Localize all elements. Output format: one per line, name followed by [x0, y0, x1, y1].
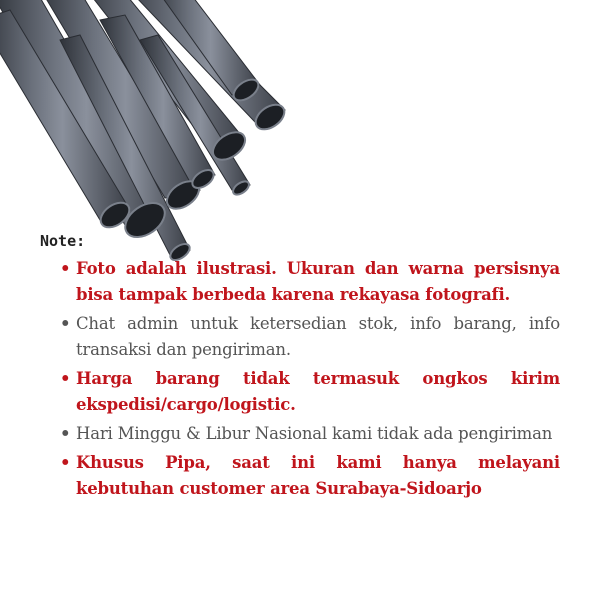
bullet-icon: • — [60, 369, 71, 388]
bullet-icon: • — [60, 453, 71, 472]
note-item-text: Khusus Pipa, saat ini kami hanya melayani kebutuhan customer area Surabaya-Sidoarjo — [76, 453, 560, 498]
note-item-photo-disclaimer — [58, 256, 560, 308]
note-item-text: Hari Minggu & Libur Nasional kami tidak ada pengiriman — [76, 424, 553, 443]
bullet-icon: • — [60, 424, 71, 443]
note-title: Note: — [40, 232, 86, 250]
bullet-icon: • — [60, 259, 71, 278]
bullet-icon: • — [60, 314, 71, 333]
note-item-text: Foto adalah ilustrasi. Ukuran dan warna persisnya bisa tampak berbeda karena rekayasa fotografi. — [76, 259, 560, 304]
note-item-text: Harga barang tidak termasuk ongkos kirim ekspedisi/cargo/logistic. — [76, 369, 560, 414]
note-item-holiday — [58, 421, 560, 447]
note-item-pipe-area — [58, 450, 560, 502]
pvc-pipes-illustration — [0, 0, 300, 270]
note-item-shipping-cost — [58, 366, 560, 418]
note-item-text: Chat admin untuk ketersedian stok, info barang, info transaksi dan pengiriman. — [76, 314, 560, 359]
note-item-chat-admin — [58, 311, 560, 363]
note-list — [58, 256, 560, 505]
